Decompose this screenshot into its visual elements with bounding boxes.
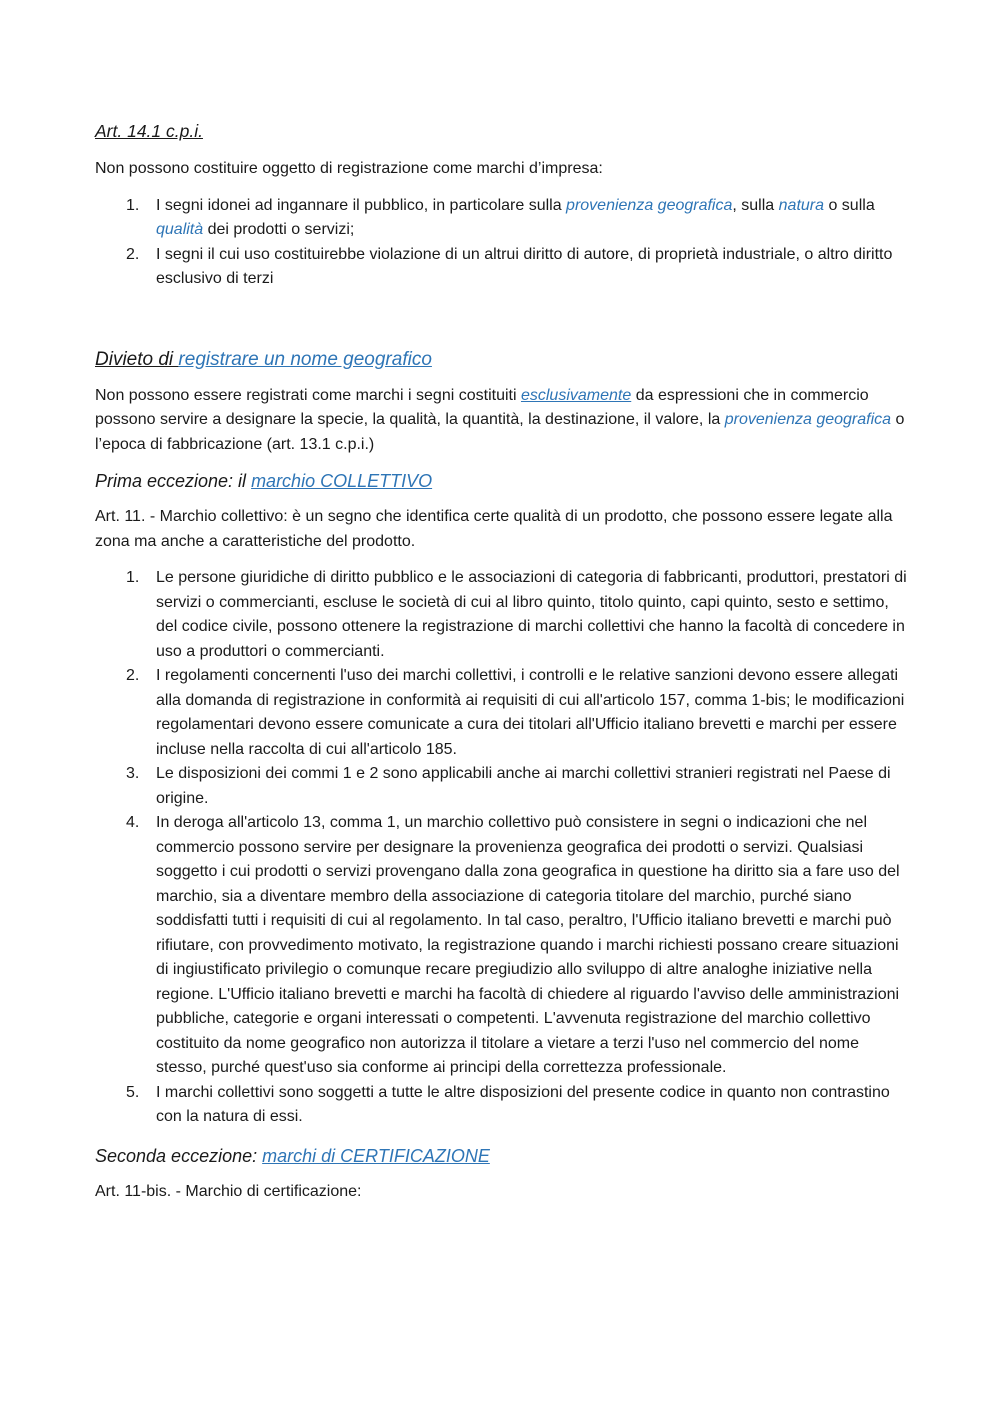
text-run: da espressioni che in commercio possono servire a designare la specie, la qualità, la quantità, la destinazione, il valore, la — [95, 386, 869, 428]
text-run: Non possono essere registrati come marchi i segni costituiti — [95, 386, 521, 404]
heading-prefix: Divieto di — [95, 348, 179, 370]
list-item-number: 2. — [126, 245, 140, 263]
heading-prefix: Prima eccezione: il — [95, 471, 252, 491]
list-item — [95, 811, 907, 1081]
link-marchi-certificazione[interactable]: marchi di CERTIFICAZIONE — [262, 1145, 490, 1166]
list-item-number: 1. — [126, 196, 140, 214]
list-art14 — [95, 194, 907, 292]
list-item-number: 3. — [126, 765, 140, 782]
list-item-number: 2. — [126, 667, 140, 684]
link-marchio-collettivo[interactable]: marchio COLLETTIVO — [251, 471, 433, 491]
list-item-number: 4. — [126, 814, 140, 831]
keyword-qualita: qualità — [156, 221, 204, 238]
paragraph-art11bis: Art. 11-bis. - Marchio di certificazione: — [95, 1182, 362, 1200]
list-item-text: I segni il cui uso costituirebbe violazione di un altrui diritto di autore, di proprietà industriale, o altro diritto esclusivo di terzi — [156, 245, 893, 287]
list-item — [95, 762, 907, 811]
list-item — [95, 566, 907, 664]
keyword-provenienza-geografica: provenienza geografica — [724, 411, 892, 428]
text-run: o l’epoca di fabbricazione (art. 13.1 c.p.i.) — [95, 411, 905, 453]
paragraph-intro-art14: Non possono costituire oggetto di registrazione come marchi d’impresa: — [95, 160, 603, 177]
link-esclusivamente[interactable]: esclusivamente — [520, 386, 632, 404]
list-item — [95, 243, 907, 292]
list-item — [95, 194, 907, 243]
list-item-text: I regolamenti concernenti l'uso dei marchi collettivi, i controlli e le relative sanzioni devono essere allegati alla domanda di registrazione in conformità ai requisiti di cui all'articolo 157, comma 1-bis; le modificazioni regolamentari devono essere comunicate a cura dei titolari all'Ufficio italiano brevetti e marchi per essere incluse nella raccolta di cui all'articolo 185. — [156, 667, 905, 758]
list-item-text: Le disposizioni dei commi 1 e 2 sono applicabili anche ai marchi collettivi stranieri registrati nel Paese di origine. — [156, 765, 891, 807]
keyword-provenienza: provenienza geografica — [566, 196, 733, 214]
list-item-number: 1. — [126, 569, 140, 586]
document-body — [95, 118, 907, 1204]
heading-seconda-eccezione — [95, 1142, 907, 1170]
link-registrare-nome-geografico[interactable]: registrare un nome geografico — [178, 348, 432, 370]
heading-prefix: Seconda eccezione: — [95, 1145, 263, 1166]
heading-art-14-1: Art. 14.1 c.p.i. — [95, 121, 203, 141]
list-item-text: I marchi collettivi sono soggetti a tutte le altre disposizioni del presente codice in quanto non contrastino con la natura di essi. — [156, 1083, 890, 1125]
list-item-text: In deroga all'articolo 13, comma 1, un marchio collettivo può consistere in segni o indicazioni che nel commercio possono servire per designare la provenienza geografica dei prodotti o servizi. Qualsiasi soggetto i cui prodotti o servizi provengano dalla zona geografica in questione ha diritto sia a fare uso del marchio, sia a diventare membro della associazione di categoria titolare del marchio, purché siano soddisfatti tutti i requisiti di cui al regolamento. In tal caso, peraltro, l'Ufficio italiano brevetti e marchi può rifiutare, con provvedimento motivato, la registrazione quando i marchi richiesti possano creare situazioni di ingiustificato privilegio o comunque recare pregiudizio allo sviluppo di altre analoghe iniziative nella regione. L'Ufficio italiano brevetti e marchi ha facoltà di chiedere al riguardo l'avviso delle amministrazioni pubbliche, categorie e organi interessati o competenti. L'avvenuta registrazione del marchio collettivo costituito da nome geografico non autorizza il titolare a vietare a terzi l'uso nel commercio del nome stesso, purché quest'uso sia conforme ai principi della correttezza professionale. — [156, 814, 900, 1076]
heading-divieto — [95, 346, 907, 374]
text-run: o sulla — [824, 196, 875, 214]
text-run: , sulla — [732, 196, 779, 214]
heading-prima-eccezione — [95, 467, 907, 495]
list-art11 — [95, 566, 907, 1130]
list-item — [95, 664, 907, 762]
paragraph-divieto — [95, 384, 907, 458]
text-run: I segni idonei ad ingannare il pubblico, in particolare sulla — [156, 196, 567, 214]
text-run: dei prodotti o servizi; — [203, 221, 355, 238]
list-item-text: Le persone giuridiche di diritto pubblico e le associazioni di categoria di fabbricanti, produttori, prestatori di servizi o commercianti, escluse le società di cui al libro quinto, titolo quinto, capi quinto, sesto e settimo, del codice civile, possono ottenere la registrazione di marchi collettivi che hanno la facoltà di concedere in uso a produttori o commercianti. — [156, 569, 907, 660]
keyword-natura: natura — [778, 196, 825, 214]
list-item — [95, 1081, 907, 1130]
paragraph-art11-intro: Art. 11. - Marchio collettivo: è un segno che identifica certe qualità di un prodotto, che possono essere legate alla zona ma anche a caratteristiche del prodotto. — [95, 508, 893, 550]
list-item-number: 5. — [126, 1083, 140, 1101]
